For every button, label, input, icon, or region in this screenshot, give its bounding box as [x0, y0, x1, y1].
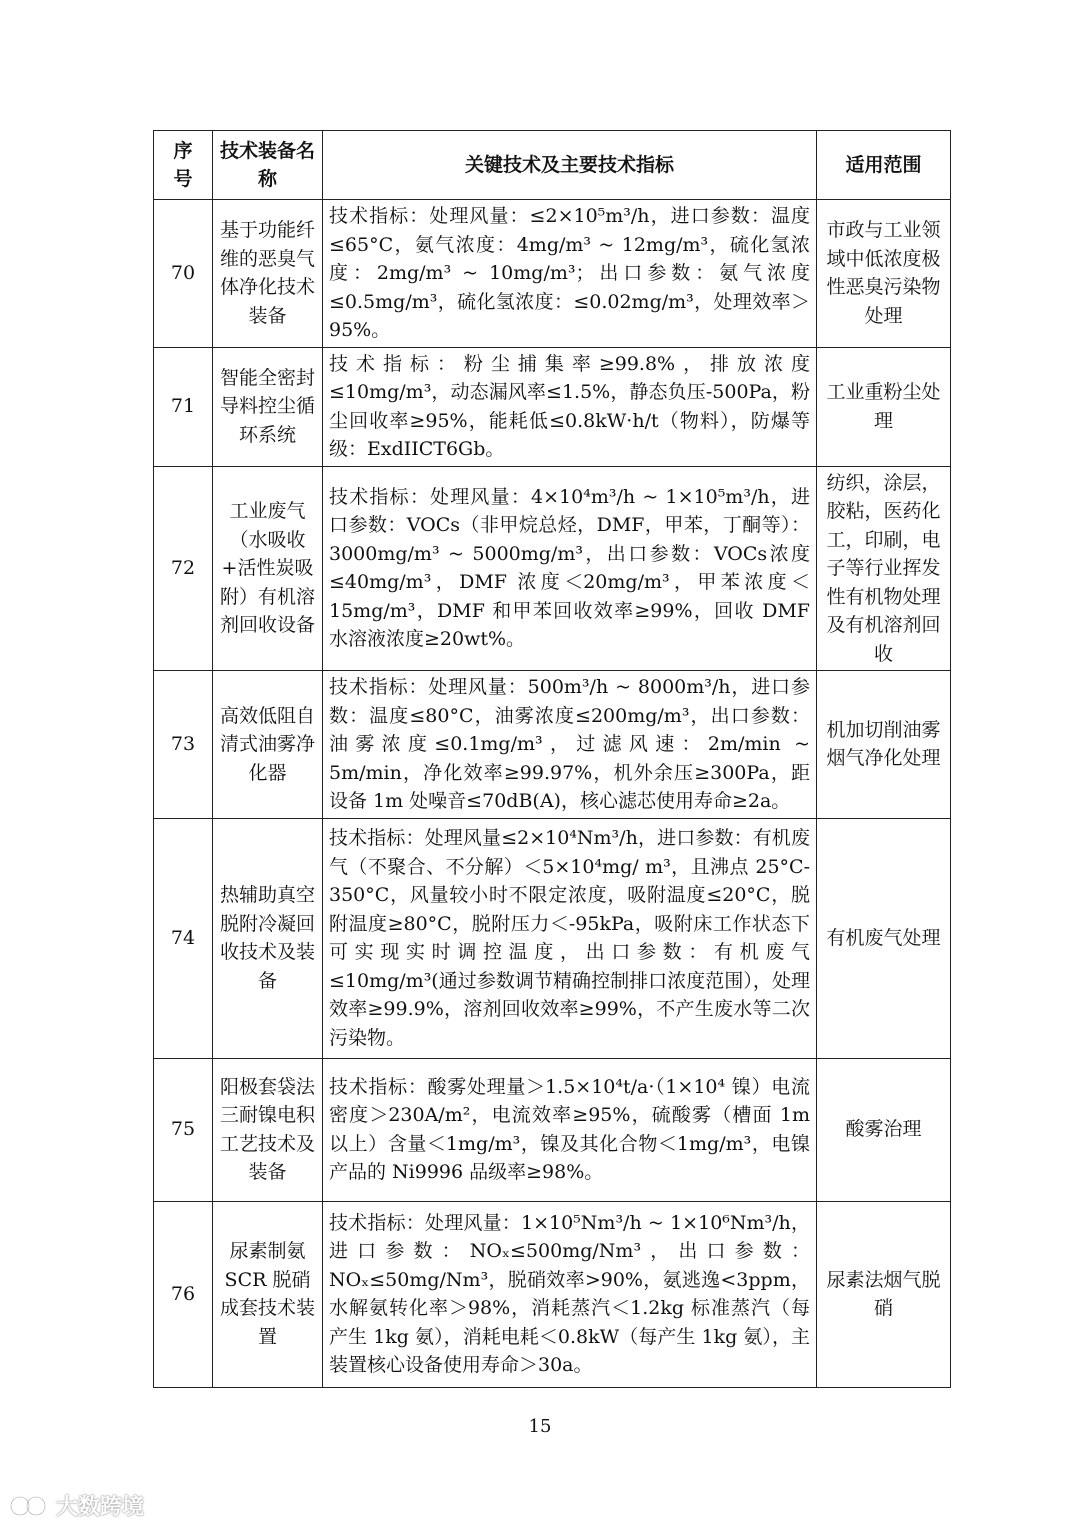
- table-row: [154, 466, 951, 671]
- page-number: 15: [528, 1416, 552, 1437]
- equipment-name: 阳极套袋法三耐镍电积工艺技术及装备: [213, 1058, 323, 1201]
- application-scope: 有机废气处理: [817, 818, 951, 1058]
- watermark-text: 大数跨境: [56, 1495, 145, 1520]
- table-row: [154, 818, 951, 1058]
- watermark-logo-icon: [8, 1493, 52, 1519]
- application-scope: 机加切削油雾烟气净化处理: [817, 671, 951, 819]
- equipment-name: 热辅助真空脱附冷凝回收技术及装备: [213, 818, 323, 1058]
- technical-indicators: 技术指标：处理风量：1×10⁵Nm³/h ~ 1×10⁶Nm³/h，进口参数：NOₓ≤500mg/Nm³，出口参数：NOₓ≤50mg/Nm³，脱硝效率>90%，氨逃逸<3ppm，水解氨转化率＞98%，消耗蒸汽＜1.2kg 标准蒸汽（每产生 1kg 氨），消耗电耗＜0.8kW（每产生 1kg 氨），主装置核心设备使用寿命＞30a。: [323, 1201, 817, 1387]
- header-serial-no: 序号: [154, 131, 213, 200]
- header-key-technology: 关键技术及主要技术指标: [323, 131, 817, 200]
- row-number: 71: [154, 347, 213, 466]
- row-number: 75: [154, 1058, 213, 1201]
- technical-indicators: 技术指标：粉尘捕集率≥99.8%，排放浓度≤10mg/m³，动态漏风率≤1.5%，静态负压-500Pa，粉尘回收率≥95%，能耗低≤0.8kW·h/t（物料），防爆等级：ExdIICT6Gb。: [323, 347, 817, 466]
- row-number: 70: [154, 200, 213, 348]
- row-number: 74: [154, 818, 213, 1058]
- table-row: [154, 1058, 951, 1201]
- row-number: 73: [154, 671, 213, 819]
- table-header-row: [154, 131, 951, 200]
- watermark: [8, 1490, 144, 1521]
- table-row: [154, 671, 951, 819]
- application-scope: 市政与工业领域中低浓度极性恶臭污染物处理: [817, 200, 951, 348]
- technical-indicators: 技术指标：处理风量≤2×10⁴Nm³/h，进口参数：有机废气（不聚合、不分解）＜5×10⁴mg/ m³，且沸点 25°C-350°C，风量较小时不限定浓度，吸附温度≤20°C，脱附温度≥80°C，脱附压力＜-95kPa，吸附床工作状态下可实现实时调控温度，出口参数：有机废气≤10mg/m³(通过参数调节精确控制排口浓度范围），处理效率≥99.9%，溶剂回收效率≥99%，不产生废水等二次污染物。: [323, 818, 817, 1058]
- technical-indicators: 技术指标：处理风量：4×10⁴m³/h ~ 1×10⁵m³/h，进口参数：VOCs（非甲烷总烃，DMF，甲苯，丁酮等）：3000mg/m³ ~ 5000mg/m³，出口参数：VOCs浓度≤40mg/m³，DMF 浓度＜20mg/m³，甲苯浓度＜15mg/m³，DMF 和甲苯回收效率≥99%，回收 DMF 水溶液浓度≥20wt%。: [323, 466, 817, 671]
- application-scope: 酸雾治理: [817, 1058, 951, 1201]
- technical-indicators: 技术指标：处理风量：≤2×10⁵m³/h，进口参数：温度≤65°C，氨气浓度：4mg/m³ ~ 12mg/m³，硫化氢浓度：2mg/m³ ~ 10mg/m³；出口参数：氨气浓度≤0.5mg/m³，硫化氢浓度：≤0.02mg/m³，处理效率＞95%。: [323, 200, 817, 348]
- equipment-name: 智能全密封导料控尘循环系统: [213, 347, 323, 466]
- application-scope: 纺织，涂层，胶粘，医药化工，印刷，电子等行业挥发性有机物处理及有机溶剂回收: [817, 466, 951, 671]
- equipment-name: 基于功能纤维的恶臭气体净化技术装备: [213, 200, 323, 348]
- technical-indicators: 技术指标：处理风量：500m³/h ~ 8000m³/h，进口参数：温度≤80°C，油雾浓度≤200mg/m³，出口参数：油雾浓度≤0.1mg/m³，过滤风速：2m/min ~ 5m/min，净化效率≥99.97%，机外余压≥300Pa，距设备 1m 处噪音≤70dB(A)，核心滤芯使用寿命≥2a。: [323, 671, 817, 819]
- technical-indicators: 技术指标：酸雾处理量＞1.5×10⁴t/a·（1×10⁴ 镍）电流密度＞230A/m²，电流效率≥95%，硫酸雾（槽面 1m 以上）含量＜1mg/m³，镍及其化合物＜1mg/m³，电镍产品的 Ni9996 品级率≥98%。: [323, 1058, 817, 1201]
- row-number: 72: [154, 466, 213, 671]
- table-row: [154, 200, 951, 348]
- row-number: 76: [154, 1201, 213, 1387]
- table-row: [154, 347, 951, 466]
- equipment-name: 工业废气（水吸收+活性炭吸附）有机溶剂回收设备: [213, 466, 323, 671]
- application-scope: 工业重粉尘处理: [817, 347, 951, 466]
- header-application-scope: 适用范围: [817, 131, 951, 200]
- equipment-name: 尿素制氨 SCR 脱硝成套技术装置: [213, 1201, 323, 1387]
- equipment-name: 高效低阻自清式油雾净化器: [213, 671, 323, 819]
- technology-table: [153, 130, 951, 1388]
- application-scope: 尿素法烟气脱硝: [817, 1201, 951, 1387]
- header-equipment-name: 技术装备名称: [213, 131, 323, 200]
- table-row: [154, 1201, 951, 1387]
